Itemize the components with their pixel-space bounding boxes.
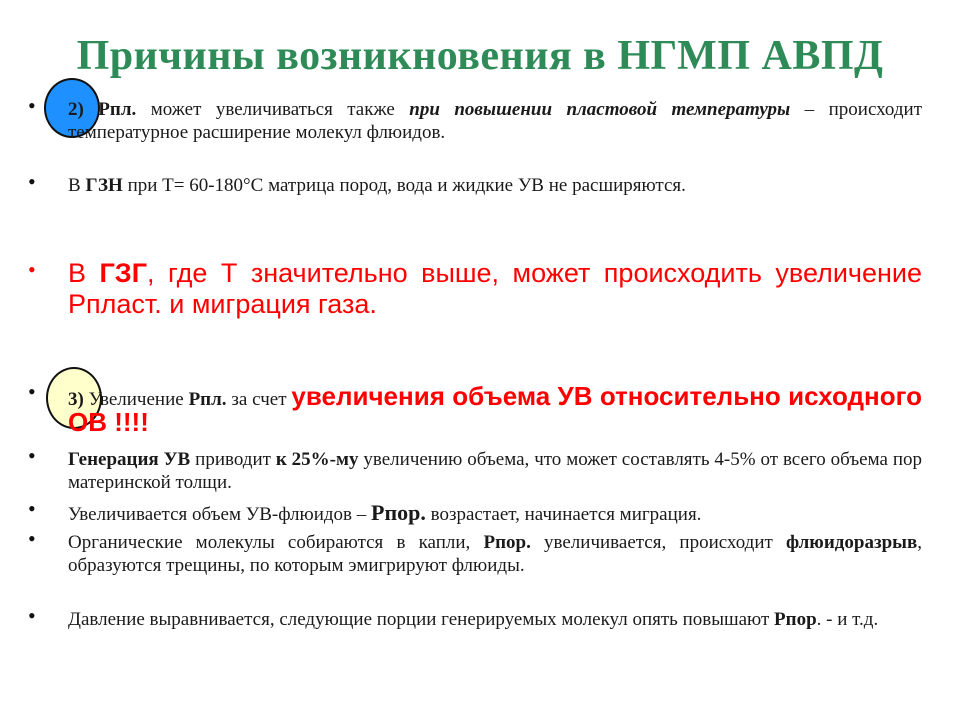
text: , образуются трещины, по которым эмигрируют флюиды. xyxy=(68,532,922,576)
text: – происходит температурное расширение молекул флюидов. xyxy=(68,99,923,143)
text: . - и т.д. xyxy=(816,609,879,630)
bullet: • xyxy=(28,379,36,404)
bullet: • xyxy=(28,496,36,521)
item-number: 2) xyxy=(68,99,84,120)
emphasis-red: увеличения объема УВ относительно исходного ОВ !!!! xyxy=(68,381,922,437)
emphasis: при повышении пластовой температуры xyxy=(409,99,791,120)
text: Органические молекулы собираются в капли, xyxy=(68,532,484,553)
text: В xyxy=(68,258,100,288)
term-25: к 25%-му xyxy=(275,449,359,470)
term-gzn: ГЗН xyxy=(85,175,123,196)
bullet: • xyxy=(28,603,36,628)
paragraph-pressure xyxy=(68,608,922,631)
paragraph-uv-volume xyxy=(68,381,922,437)
bullet: • xyxy=(28,526,36,551)
paragraph-fluid-volume xyxy=(68,501,922,526)
text: за счет xyxy=(226,389,292,410)
bullet: • xyxy=(28,443,36,468)
term-rpl: Рпл. xyxy=(188,389,227,410)
term-fluid-fracture: флюидоразрыв xyxy=(785,532,918,553)
bullet: • xyxy=(28,169,36,194)
text: при Т= 60-180°С матрица пород, вода и жидкие УВ не расширяются. xyxy=(122,175,686,196)
term-rpor: Рпор xyxy=(774,609,817,630)
term-rpl: Рпл. xyxy=(98,99,137,120)
paragraph-temperature xyxy=(68,98,922,144)
bullet: • xyxy=(28,93,36,118)
text: возрастает, начинается миграция. xyxy=(425,504,702,525)
text: увеличению объема, что может составлять 4-5% от всего объема пор материнской толщи. xyxy=(68,449,922,493)
slide-title: Причины возникновения в НГМП АВПД xyxy=(76,33,884,79)
paragraph-molecules xyxy=(68,531,922,577)
paragraph-generation xyxy=(68,448,922,494)
bullet: • xyxy=(28,257,36,282)
item-number: 3) xyxy=(68,389,84,410)
term-gzg: ГЗГ xyxy=(99,258,148,288)
text: увеличивается, происходит xyxy=(530,532,786,553)
term-rpor: Рпор. xyxy=(371,500,426,525)
paragraph-gzg xyxy=(68,258,922,320)
text: , где Т значительно выше, может происходить увеличение Рпласт. и миграция газа. xyxy=(68,258,922,319)
term-generation: Генерация УВ xyxy=(68,449,191,470)
paragraph-gzn xyxy=(68,174,922,197)
term-rpor: Рпор. xyxy=(483,532,531,553)
text: Давление выравнивается, следующие порции генерируемых молекул опять повышают xyxy=(68,609,775,630)
text: приводит xyxy=(190,449,276,470)
text: В xyxy=(68,175,86,196)
text: Увеличение xyxy=(83,389,189,410)
text: может увеличиваться также xyxy=(136,99,410,120)
text: Увеличивается объем УВ-флюидов – xyxy=(68,504,372,525)
